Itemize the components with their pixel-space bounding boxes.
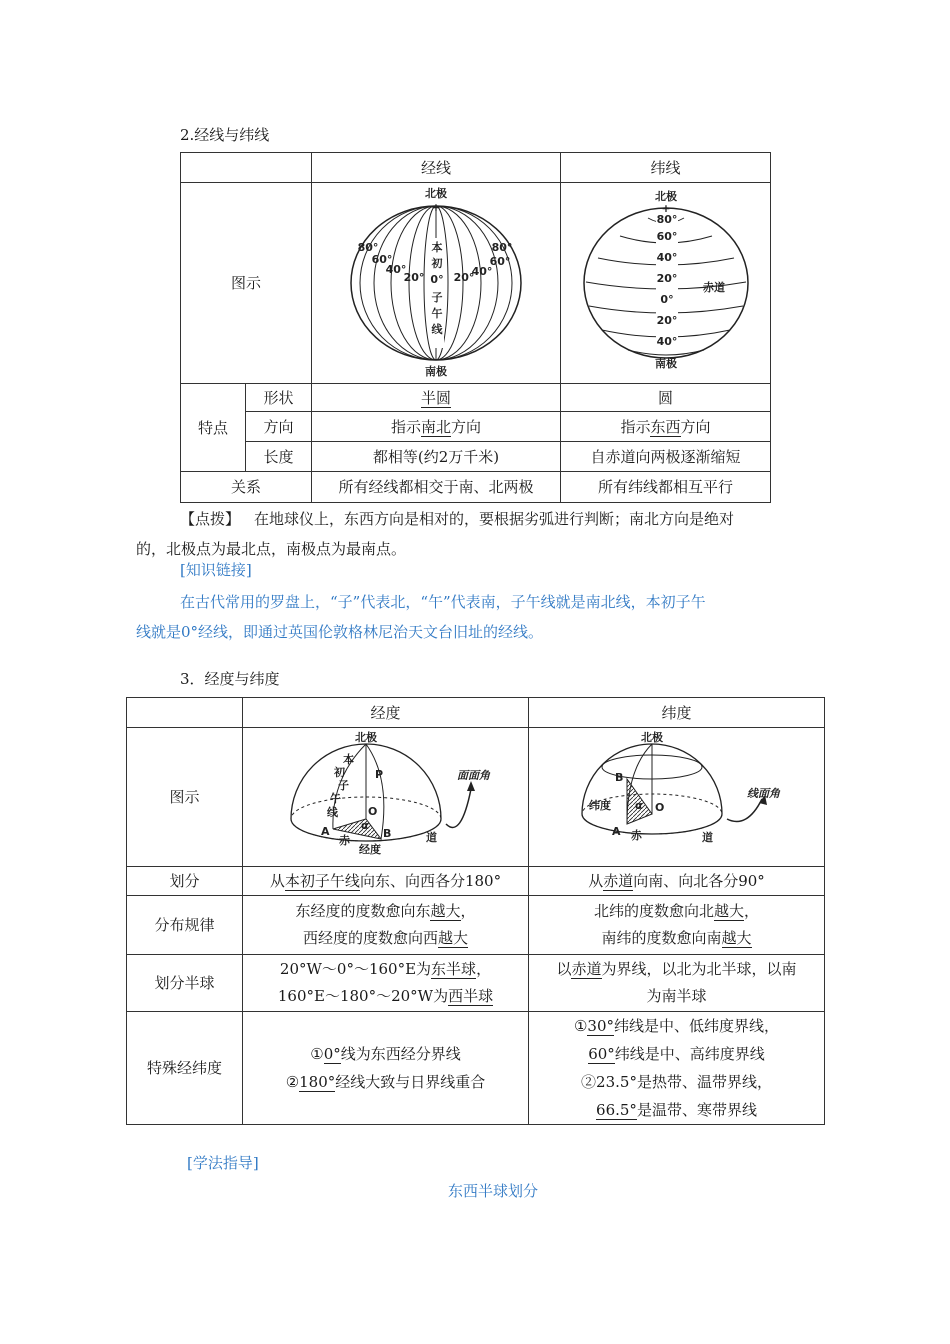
row-label-guanxi: 关系 [181, 472, 312, 503]
meridian-globe-figure [336, 183, 536, 378]
sub-label-shape: 形状 [246, 384, 312, 412]
knowledge-paragraph [136, 587, 820, 647]
tip-text: 在地球仪上，东西方向是相对的，要根据劣弧进行判断；南北方向是绝对 [254, 510, 735, 528]
fig-jingdu: 经度 [358, 842, 381, 856]
header-latitude: 纬度 [529, 698, 825, 728]
huafen-latitude: 从赤道向南、向北各分90° [529, 867, 825, 896]
fig-chi: 赤 [338, 833, 350, 847]
knowledge-label: [知识链接] [180, 561, 252, 579]
header-parallel: 纬线 [561, 153, 771, 183]
fig-o: O [654, 800, 664, 814]
fig-zero: 0° [430, 273, 444, 286]
fig-note: 线面角 [746, 786, 780, 800]
row-label-tushi: 图示 [181, 183, 312, 384]
length-meridian: 都相等(约2万千米) [312, 442, 561, 472]
fig-deg: 20° [403, 271, 425, 284]
fig-deg: 60° [489, 255, 511, 268]
row-label-fenbu: 分布规律 [127, 896, 243, 955]
fig-deg: 80° [491, 241, 513, 254]
fig-char: 子 [431, 291, 443, 304]
huafen-longitude: 从本初子午线向东、向西各分180° [243, 867, 529, 896]
fig-a: A [320, 824, 330, 838]
knowledge-text: 线就是0°经线，即通过英国伦敦格林尼治天文台旧址的经线。 [136, 623, 544, 641]
fig-alpha: α [634, 798, 643, 812]
fig-deg: 60° [656, 230, 677, 243]
latitude-hemisphere-figure [557, 729, 797, 861]
section2-heading: 2.经线与纬线 [180, 126, 270, 144]
study-title: 东西半球划分 [448, 1182, 539, 1200]
fig-note: 面面角 [456, 768, 490, 782]
banqiu-latitude: 以赤道为界线，以北为北半球，以南 为南半球 [529, 955, 825, 1012]
row-label-teshu: 特殊经纬度 [127, 1012, 243, 1125]
header-longitude: 经度 [243, 698, 529, 728]
row-label-tedian: 特点 [181, 384, 246, 472]
fig-a: A [611, 824, 621, 838]
shape-parallel: 圆 [561, 384, 771, 412]
fig-deg: 40° [471, 265, 493, 278]
fenbu-latitude: 北纬的度数愈向北越大， 南纬的度数愈向南越大 [529, 896, 825, 955]
fig-south-label: 南极 [654, 357, 677, 370]
tip-label: 【点拨】 [180, 510, 241, 528]
fig-char: 线 [431, 323, 443, 336]
relation-meridian: 所有经线都相交于南、北两极 [312, 472, 561, 503]
corner-cell [127, 698, 243, 728]
fig-char: 线 [326, 805, 338, 819]
header-meridian: 经线 [312, 153, 561, 183]
fig-char: 初 [431, 257, 443, 270]
banqiu-longitude: 20°W～0°～160°E为东半球， 160°E～180°～20°W为西半球 [243, 955, 529, 1012]
fig-north-label: 北极 [640, 730, 663, 744]
fig-deg: 40° [656, 251, 677, 264]
section3-heading: 3．经度与纬度 [180, 670, 280, 688]
length-parallel: 自赤道向两极逐渐缩短 [561, 442, 771, 472]
fig-north-label: 北极 [654, 190, 677, 203]
fig-char: 午 [431, 307, 443, 320]
fig-char: 本 [342, 752, 354, 766]
fig-deg: 80° [357, 241, 379, 254]
fig-b: B [614, 770, 623, 784]
corner-cell [181, 153, 312, 183]
svg-text:+: + [660, 202, 671, 215]
parallel-figure-cell [561, 183, 771, 384]
parallel-globe-figure [576, 188, 756, 373]
fig-deg: 20° [453, 271, 475, 284]
longitude-hemisphere-figure [271, 729, 501, 861]
meridian-figure-cell [312, 183, 561, 384]
fig-weidu: 纬度 [588, 798, 611, 812]
relation-parallel: 所有纬线都相互平行 [561, 472, 771, 503]
fig-north-label: 北极 [354, 730, 377, 744]
fig-deg: 80° [656, 213, 677, 226]
fig-dao: 道 [701, 830, 713, 844]
teshu-longitude: ①0°线为东西经分界线 ②180°经线大致与日界线重合 [243, 1012, 529, 1125]
row-label-banqiu: 划分半球 [127, 955, 243, 1012]
teshu-latitude: ①30°纬线是中、低纬度界线， 60°纬线是中、高纬度界线 ②23.5°是热带、温带界线， 66.5°是温带、寒带界线 [529, 1012, 825, 1125]
longitude-figure-cell [243, 728, 529, 867]
fig-p: P [374, 767, 383, 781]
fig-char: 本 [431, 241, 443, 254]
fig-north-label: 北极 [425, 187, 447, 200]
fig-char: 子 [337, 778, 349, 792]
direction-meridian: 指示南北方向 [312, 412, 561, 442]
fig-dao: 道 [425, 830, 437, 844]
knowledge-text: 在古代常用的罗盘上，“子”代表北，“午”代表南，子午线就是南北线，本初子午 [180, 593, 706, 611]
svg-text:+: + [431, 201, 441, 214]
study-label: [学法指导] [187, 1154, 259, 1172]
fenbu-longitude: 东经度的度数愈向东越大， 西经度的度数愈向西越大 [243, 896, 529, 955]
fig-deg: 60° [371, 253, 393, 266]
fig-deg: 20° [656, 314, 677, 327]
fig-char: 初 [333, 765, 345, 779]
row-label-tushi: 图示 [127, 728, 243, 867]
fig-south-label: 南极 [425, 365, 447, 378]
tip-paragraph [136, 504, 815, 564]
sub-label-direction: 方向 [246, 412, 312, 442]
fig-deg: 0° [659, 293, 674, 306]
row-label-huafen: 划分 [127, 867, 243, 896]
fig-chi: 赤 [630, 828, 642, 842]
fig-alpha: α [360, 818, 369, 832]
fig-deg: 40° [385, 263, 407, 276]
fig-b: B [382, 826, 391, 840]
fig-o: O [367, 804, 377, 818]
latitude-figure-cell [529, 728, 825, 867]
direction-parallel: 指示东西方向 [561, 412, 771, 442]
meridian-parallel-table [180, 152, 771, 503]
tip-text: 的，北极点为最北点，南极点为最南点。 [136, 540, 407, 558]
fig-equator-label: 赤道 [702, 281, 725, 294]
fig-deg: 40° [656, 335, 677, 348]
shape-meridian: 半圆 [420, 388, 451, 407]
sub-label-length: 长度 [246, 442, 312, 472]
fig-deg: 20° [656, 272, 677, 285]
longitude-latitude-table [126, 697, 825, 1125]
fig-char: 午 [329, 791, 341, 805]
